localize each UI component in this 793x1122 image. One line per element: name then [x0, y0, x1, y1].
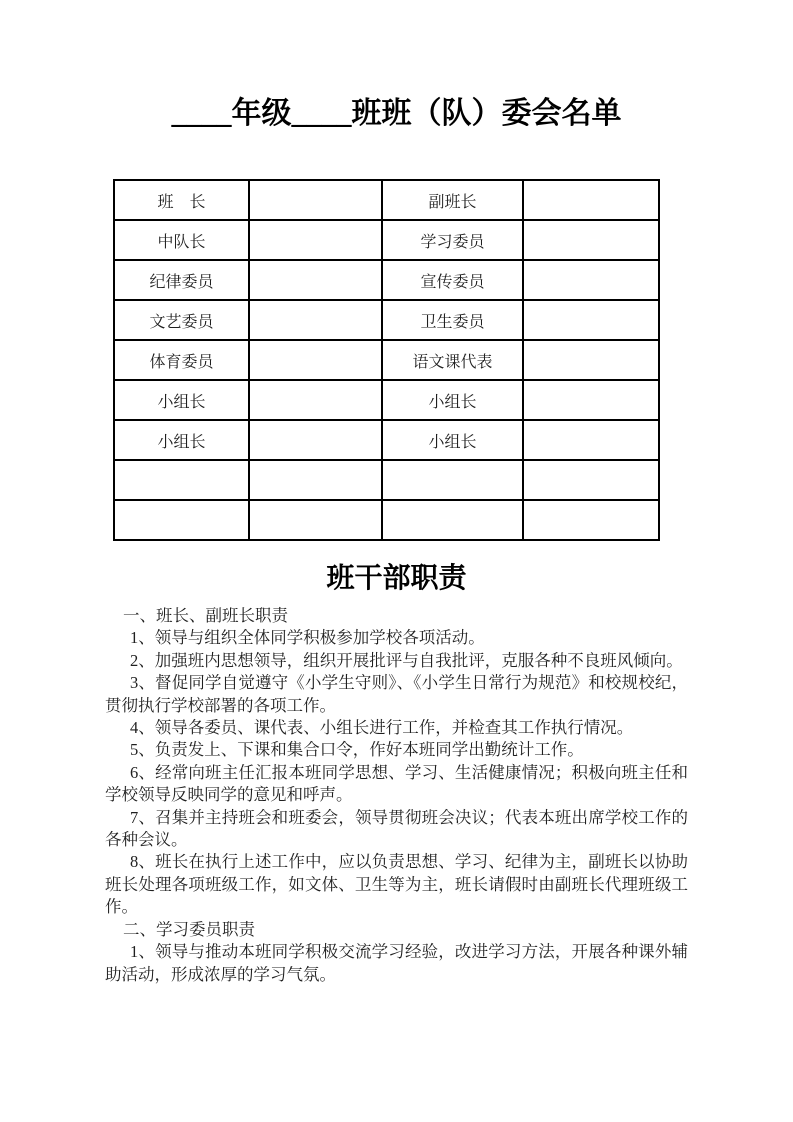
name-value-cell	[249, 340, 382, 380]
name-value-cell	[523, 300, 659, 340]
title-suffix: 班班（队）委会名单	[351, 97, 622, 130]
role-label-cell: 纪律委员	[114, 260, 249, 300]
name-value-cell	[249, 220, 382, 260]
role-label-cell	[382, 460, 523, 500]
title-class-blank: ____	[291, 97, 352, 130]
title-grade-blank: ____	[171, 97, 232, 130]
title-grade-label: 年级	[231, 97, 292, 130]
name-value-cell	[523, 260, 659, 300]
duty-item: 6、经常向班主任汇报本班同学思想、学习、生活健康情况；积极向班主任和学校领导反映同学的意见和呼声。	[105, 762, 688, 805]
duty-item: 4、领导各委员、课代表、小组长进行工作，并检查其工作执行情况。	[130, 718, 634, 738]
table-row	[114, 260, 659, 300]
role-label-cell: 宣传委员	[382, 260, 523, 300]
duty-item: 3、督促同学自觉遵守《小学生守则》、《小学生日常行为规范》和校规校纪，贯彻执行学校部署的各项工作。	[105, 673, 688, 715]
role-label-cell: 小组长	[382, 420, 523, 460]
role-label-cell: 小组长	[114, 420, 249, 460]
duty-section-heading: 二、学习委员职责	[123, 919, 255, 939]
name-value-cell	[523, 340, 659, 380]
role-label-cell: 小组长	[382, 380, 523, 420]
role-label-cell: 语文课代表	[382, 340, 523, 380]
name-value-cell	[249, 380, 382, 420]
role-label-cell: 学习委员	[382, 220, 523, 260]
duty-section-heading: 一、班长、副班长职责	[123, 606, 288, 625]
duty-item: 1、领导与推动本班同学积极交流学习经验，改进学习方法，开展各种课外辅助活动，形成浓厚的学习气氛。	[105, 942, 688, 984]
table-row	[114, 500, 659, 540]
name-value-cell	[523, 380, 659, 420]
name-value-cell	[523, 460, 659, 500]
name-value-cell	[523, 180, 659, 220]
role-label-cell: 副班长	[382, 180, 523, 220]
table-row	[114, 220, 659, 260]
roster-table-body	[114, 180, 659, 540]
name-value-cell	[523, 500, 659, 540]
role-label-cell	[114, 500, 249, 540]
duty-item: 7、召集并主持班会和班委会，领导贯彻班会决议；代表本班出席学校工作的各种会议。	[105, 807, 688, 850]
name-value-cell	[249, 260, 382, 300]
table-row	[114, 420, 659, 460]
name-value-cell	[249, 500, 382, 540]
name-value-cell	[523, 420, 659, 460]
duty-item: 8、班长在执行上述工作中，应以负责思想、学习、纪律为主，副班长以协助班长处理各项班级工作，如文体、卫生等为主，班长请假时由副班长代理班级工作。	[105, 852, 688, 917]
duty-item: 5、负责发上、下课和集合口令，作好本班同学出勤统计工作。	[130, 740, 584, 760]
role-label-cell: 小组长	[114, 380, 249, 420]
duties-heading: 班干部职责	[326, 563, 467, 594]
name-value-cell	[523, 220, 659, 260]
name-value-cell	[249, 420, 382, 460]
table-row	[114, 340, 659, 380]
role-label-cell: 卫生委员	[382, 300, 523, 340]
name-value-cell	[249, 180, 382, 220]
duty-item: 1、领导与组织全体同学积极参加学校各项活动。	[130, 628, 485, 648]
name-value-cell	[249, 460, 382, 500]
name-value-cell	[249, 300, 382, 340]
table-row	[114, 460, 659, 500]
role-label-cell: 中队长	[114, 220, 249, 260]
table-row	[114, 300, 659, 340]
table-row	[114, 380, 659, 420]
duty-item: 2、加强班内思想领导，组织开展批评与自我批评，克服各种不良班风倾向。	[130, 650, 683, 670]
roster-table	[113, 179, 660, 541]
role-label-cell	[382, 500, 523, 540]
table-row	[114, 180, 659, 220]
role-label-cell: 文艺委员	[114, 300, 249, 340]
role-label-cell: 班 长	[114, 180, 249, 220]
document-title	[0, 96, 793, 132]
role-label-cell: 体育委员	[114, 340, 249, 380]
duties-body	[105, 605, 688, 986]
role-label-cell	[114, 460, 249, 500]
